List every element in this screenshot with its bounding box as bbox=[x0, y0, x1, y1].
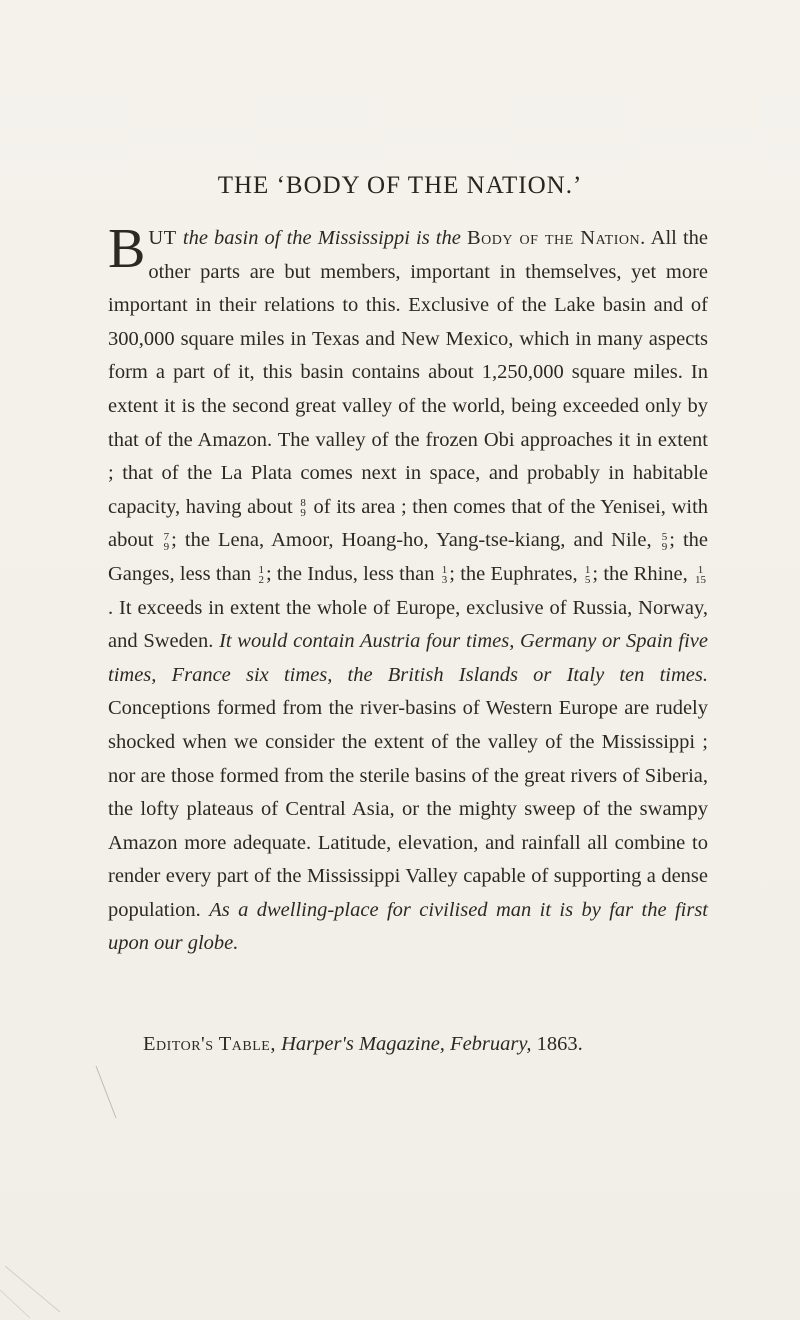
text-span: ; the Euphrates, bbox=[449, 562, 578, 585]
pencil-mark bbox=[96, 1066, 116, 1118]
fraction-denominator: 2 bbox=[258, 574, 264, 587]
fraction-numerator: 1 bbox=[258, 564, 264, 577]
fraction-numerator: 1 bbox=[584, 564, 591, 577]
text-span: ; the Indus, less than bbox=[265, 562, 435, 585]
fraction-denominator: 9 bbox=[300, 507, 306, 520]
fraction-numerator: 7 bbox=[163, 530, 170, 543]
fraction-denominator: 3 bbox=[441, 574, 448, 587]
text-span: of its area ; then comes that of the Yenisei, with about bbox=[108, 495, 709, 552]
page-title: THE ‘BODY OF THE NATION.’ bbox=[217, 172, 583, 199]
text-span: UT bbox=[148, 227, 183, 249]
fraction-numerator: 1 bbox=[441, 564, 448, 577]
fraction-numerator: 8 bbox=[300, 497, 306, 510]
fraction-denominator: 5 bbox=[584, 574, 591, 587]
italic-span: As a dwelling-place for civilised man it is by far the first upon our globe. bbox=[108, 898, 708, 955]
text-span: ; the Ganges, less than bbox=[108, 529, 709, 585]
text-span: ; the Lena, Amoor, Hoang-ho, Yang-tse-kiang, and Nile, bbox=[171, 529, 652, 552]
text-span: Conceptions formed from the river-basins of Western Europe are rudely shocked when we consider the extent of the valley of the Mississippi ; nor are those formed from the sterile basins of the great rivers of Siberia, the lofty plateaus of Central Asia, or the mighty sweep of the swampy Amazon more adequate. Latitude, elevation, and rainfall all combine to render every part of the Mississippi Valley capable of supporting a dense population. bbox=[108, 697, 708, 921]
fraction-numerator: 1 bbox=[697, 564, 704, 577]
fraction-denominator: 15 bbox=[695, 574, 707, 587]
small-caps-span: Body of the Nation. bbox=[466, 227, 646, 249]
fraction-denominator: 9 bbox=[163, 540, 170, 553]
italic-span: It would contain Austria four times, Germany or Spain five times, France six times, the British Islands or Italy ten times. bbox=[108, 630, 708, 686]
fraction-denominator: 9 bbox=[661, 540, 668, 553]
drop-cap: B bbox=[108, 218, 146, 280]
text-span: ; the Rhine, bbox=[592, 562, 688, 585]
fraction-numerator: 5 bbox=[661, 530, 668, 543]
text-span: . It exceeds in extent the whole of Europe, exclusive of Russia, Norway, and Sweden. bbox=[108, 596, 708, 653]
citation-year: 1863. bbox=[536, 1033, 583, 1055]
citation-magazine: Harper's Magazine, February, bbox=[281, 1033, 532, 1055]
paper-crease bbox=[0, 1290, 30, 1318]
paper-crease bbox=[5, 1266, 60, 1312]
italic-span: the basin of the Mississippi is the bbox=[182, 227, 461, 249]
text-span: All the other parts are but members, important in themselves, yet more important in their relations to this. Exclusive of the Lake basin and of 300,000 square miles in Texas and New Mexico, which in many aspects form a part of it, this basin contains about 1,250,000 square miles. In extent it is the second great valley of the world, being exceeded only by that of the Amazon. The valley of the frozen Obi approaches it in extent ; that of the La Plata comes next in space, and probably in habitable capacity, having about bbox=[108, 227, 709, 518]
citation-source: Editor's Table, bbox=[143, 1033, 276, 1055]
